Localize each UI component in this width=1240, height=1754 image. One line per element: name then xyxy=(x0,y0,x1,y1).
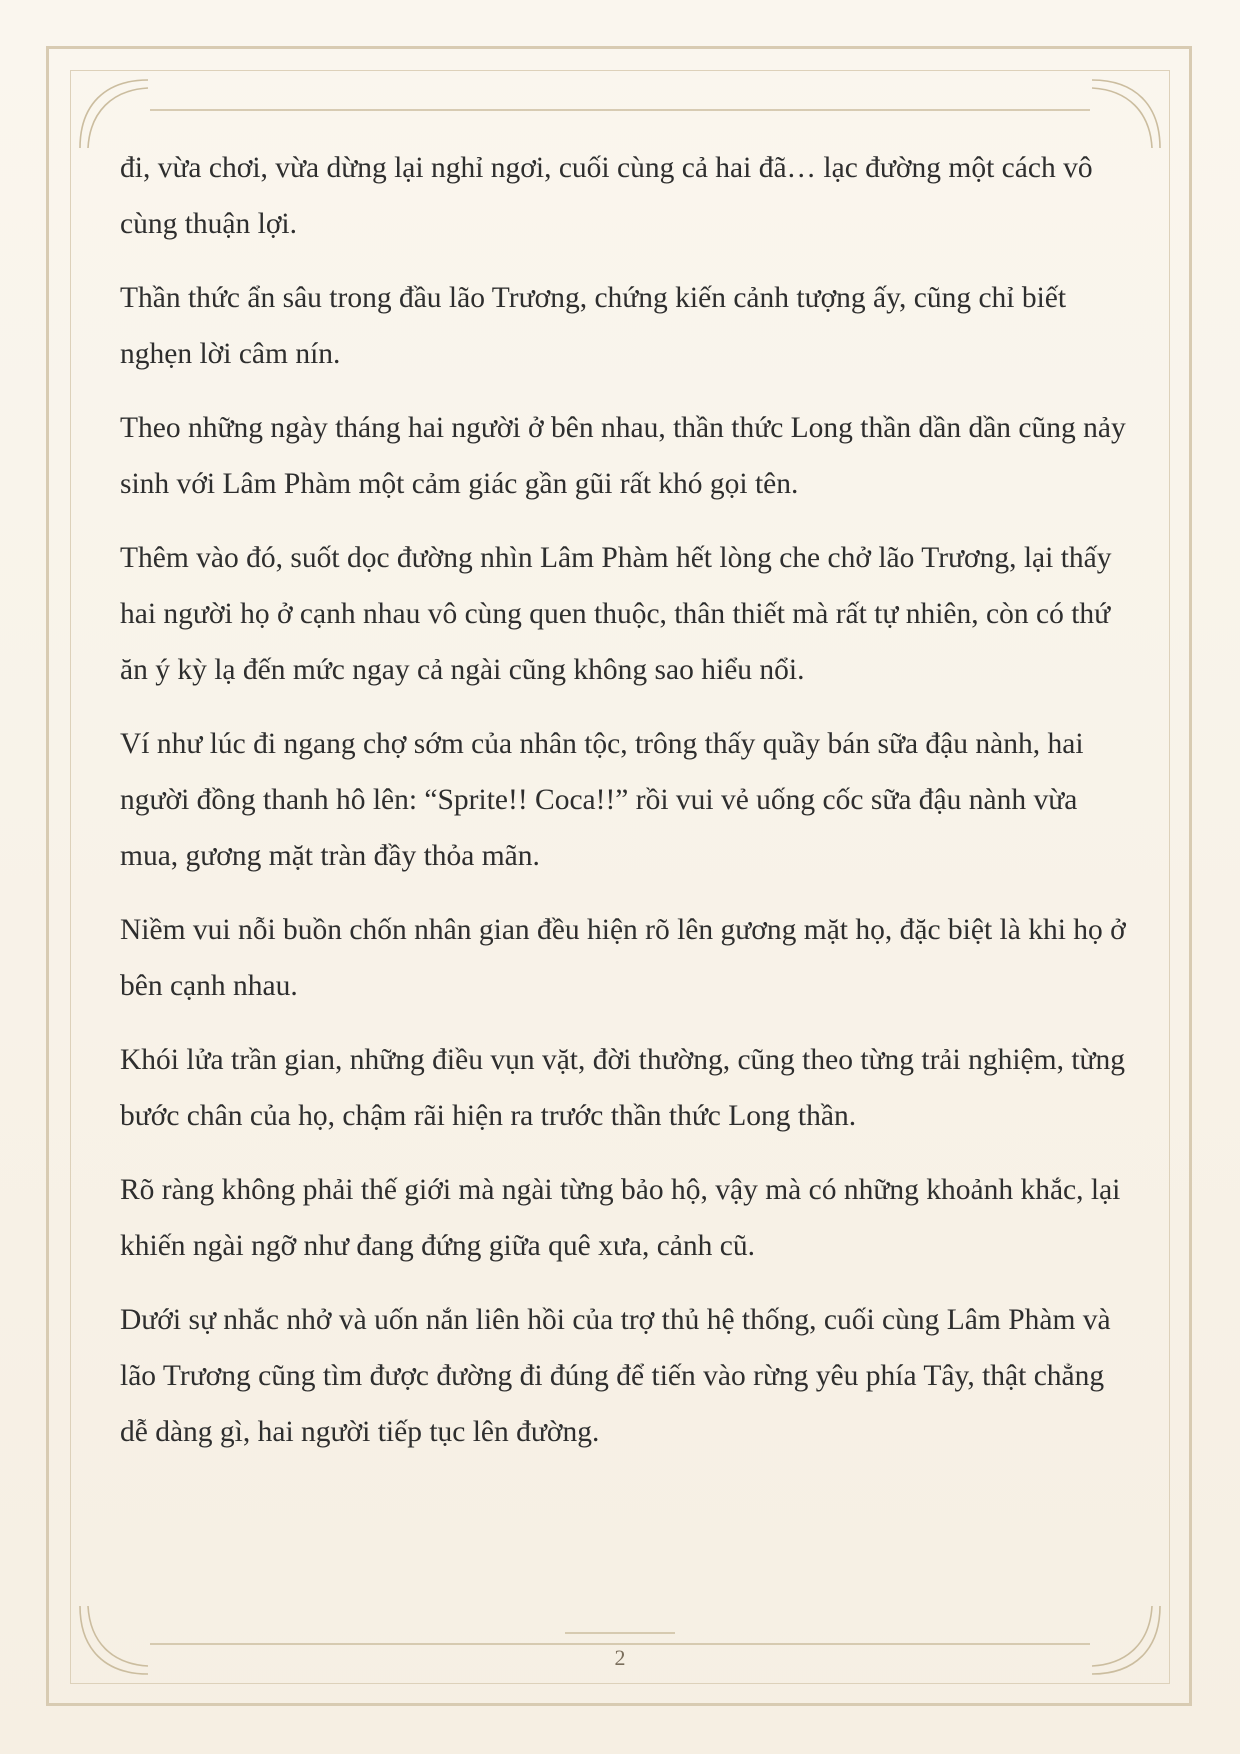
paragraph: Niềm vui nỗi buồn chốn nhân gian đều hiện rõ lên gương mặt họ, đặc biệt là khi họ ở bên cạnh nhau. xyxy=(120,914,1126,1002)
paragraph: Dưới sự nhắc nhở và uốn nắn liên hồi của trợ thủ hệ thống, cuối cùng Lâm Phàm và lão Trương cũng tìm được đường đi đúng để tiến vào rừng yêu phía Tây, thật chẳng dễ dàng gì, hai người tiếp tục lên đường. xyxy=(120,1304,1111,1448)
page-number: 2 xyxy=(614,1645,626,1670)
paragraph: Rõ ràng không phải thế giới mà ngài từng bảo hộ, vậy mà có những khoảnh khắc, lại khiến ngài ngỡ như đang đứng giữa quê xưa, cảnh cũ. xyxy=(120,1174,1121,1262)
paragraph: Theo những ngày tháng hai người ở bên nhau, thần thức Long thần dần dần cũng nảy sinh với Lâm Phàm một cảm giác gần gũi rất khó gọi tên. xyxy=(120,412,1126,500)
paragraph: Thêm vào đó, suốt dọc đường nhìn Lâm Phàm hết lòng che chở lão Trương, lại thấy hai người họ ở cạnh nhau vô cùng quen thuộc, thân thiết mà rất tự nhiên, còn có thứ ăn ý kỳ lạ đến mức ngay cả ngài cũng không sao hiểu nổi. xyxy=(120,542,1112,686)
paragraph: Ví như lúc đi ngang chợ sớm của nhân tộc, trông thấy quầy bán sữa đậu nành, hai người đồng thanh hô lên: “Sprite!! Coca!!” rồi vui vẻ uống cốc sữa đậu nành vừa mua, gương mặt tràn đầy thỏa mãn. xyxy=(120,728,1084,872)
body-text xyxy=(120,140,1130,1478)
paragraph: Thần thức ẩn sâu trong đầu lão Trương, chứng kiến cảnh tượng ấy, cũng chỉ biết nghẹn lời câm nín. xyxy=(120,282,1067,370)
paragraph: đi, vừa chơi, vừa dừng lại nghỉ ngơi, cuối cùng cả hai đã… lạc đường một cách vô cùng thuận lợi. xyxy=(120,152,1093,240)
paragraph: Khói lửa trần gian, những điều vụn vặt, đời thường, cũng theo từng trải nghiệm, từng bước chân của họ, chậm rãi hiện ra trước thần thức Long thần. xyxy=(120,1044,1126,1132)
